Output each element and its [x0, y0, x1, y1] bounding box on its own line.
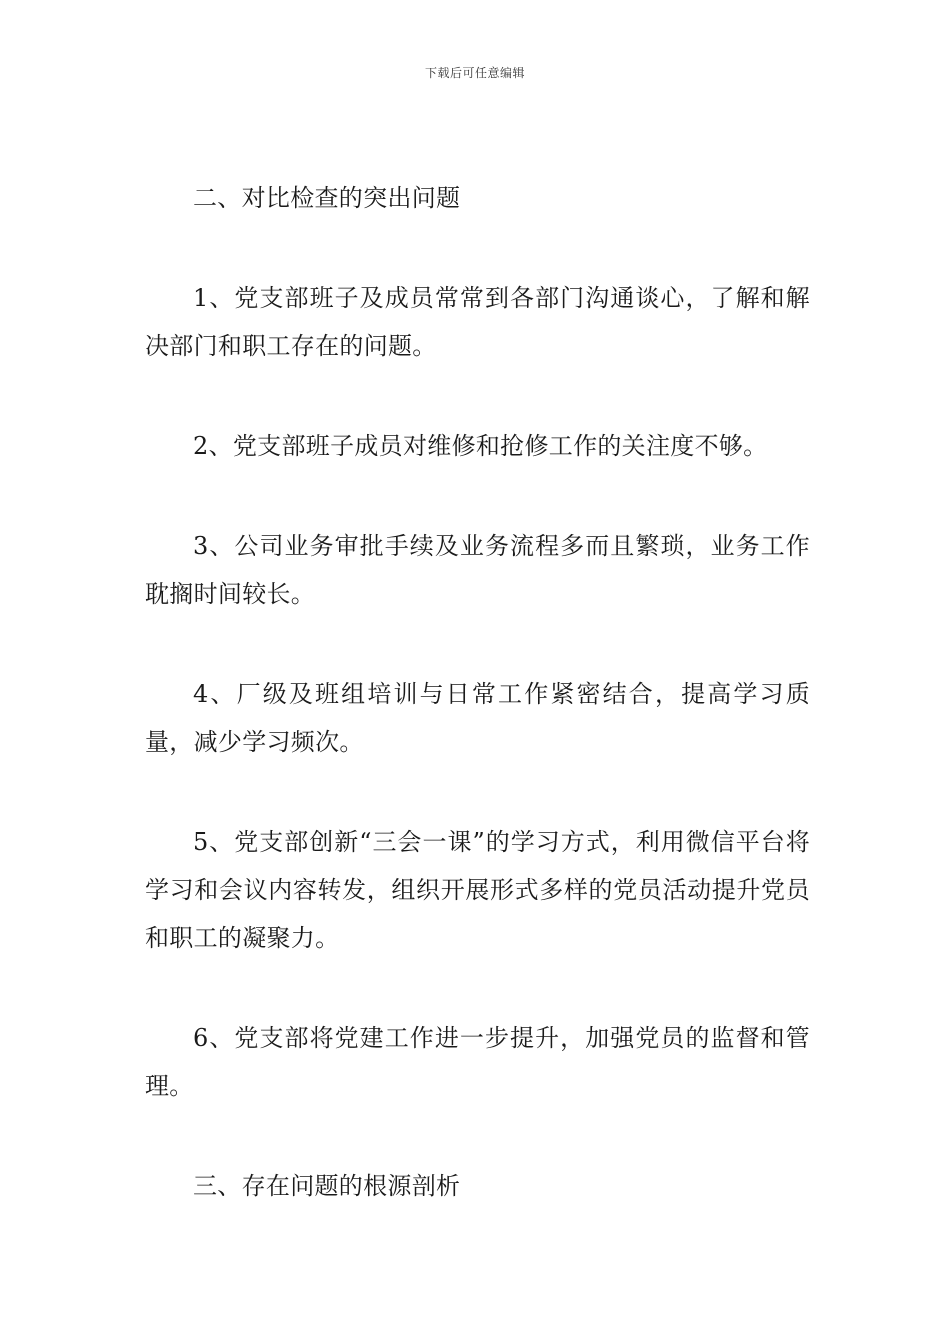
list-item: 5、党支部创新“三会一课”的学习方式，利用微信平台将学习和会议内容转发，组织开展形式多样的党员活动提升党员和职工的凝聚力。	[145, 828, 810, 952]
section-heading: 二、对比检查的突出问题	[193, 184, 461, 212]
list-item: 2、党支部班子成员对维修和抢修工作的关注度不够。	[193, 432, 768, 460]
list-item: 6、党支部将党建工作进一步提升，加强党员的监督和管理。	[145, 1024, 810, 1100]
list-item: 3、公司业务审批手续及业务流程多而且繁琐，业务工作耽搁时间较长。	[145, 532, 810, 608]
list-item: 1、党支部班子及成员常常到各部门沟通谈心，了解和解决部门和职工存在的问题。	[145, 284, 810, 360]
document-body	[145, 174, 810, 1262]
list-item: 4、厂级及班组培训与日常工作紧密结合，提高学习质量，减少学习频次。	[145, 680, 810, 756]
section-heading: 三、存在问题的根源剖析	[193, 1172, 461, 1200]
header-note: 下载后可任意编辑	[424, 66, 525, 80]
